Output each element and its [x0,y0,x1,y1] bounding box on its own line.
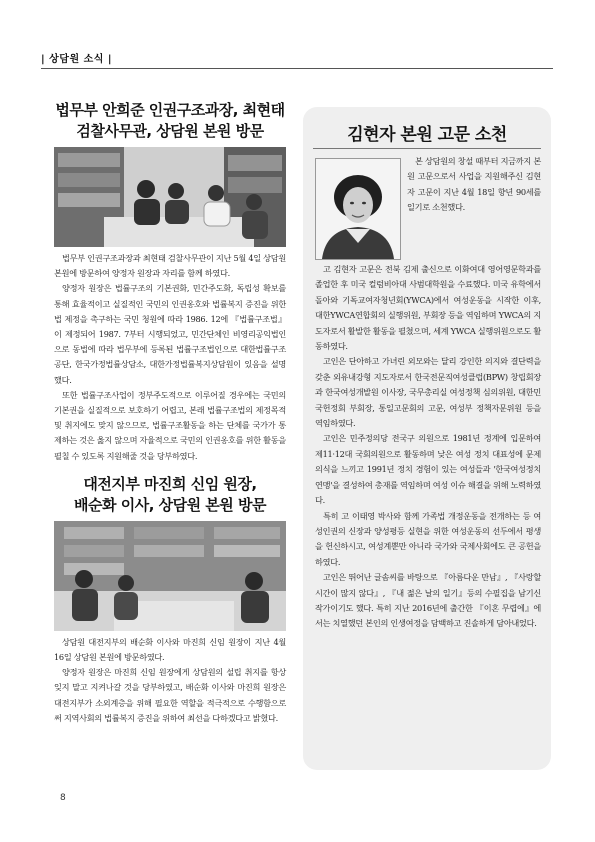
memorial-paragraph-3: 고인은 단아하고 가녀린 외모와는 달리 강인한 의지와 결단력을 갖춘 외유내강형 지도자로서 한국전문직여성클럽(BPW) 창립회장과 한국여성개발원 이사장, 국무총리실 여성정책 심의위원, 대한민국헌정회 부회장, 통일고문회의 고문, 여성부 정책자문위원 등을 역임하였다. [315,356,541,429]
meeting-photo-image [54,147,286,247]
header-divider [41,68,553,69]
left-column [54,100,286,726]
memorial-body [315,262,541,632]
visit-photo [54,521,286,631]
article1-paragraph-2: 양정자 원장은 법률구조의 기본권화, 민간주도화, 독립성 확보를 통해 효율적이고 실질적인 국민의 인권옹호와 법률복지 증진을 위한 법 제정을 촉구하는 국민 청원에 따라 1986. 12에 『법률구조법』이 제정되어 1987. 7부터 시행되었고, 민간단체인 비영리공익법인으로 동법에 따라 법무부에 등록된 법률구조법인으로 대한법률구조공단, 한국가정법률상담소, 대한가정법률복지상담원이 있음을 설명했다. [54,283,286,385]
portrait-image [316,159,400,259]
article2-headline [54,474,286,516]
article2-paragraph-2: 양정자 원장은 마진희 신임 원장에게 상담원의 설립 취지를 항상 잊지 말고 지켜나갈 것을 당부하였고, 배순화 이사와 마진희 원장은 대전지부가 소외계층을 위해 필요한 역할을 적극적으로 수행함으로써 지역사회의 법률복지 증진을 위하여 최선을 다하겠다고 밝혔다. [54,667,286,723]
article2-body [54,635,286,726]
portrait-photo [315,158,401,260]
article2-headline-line1: 대전지부 마진희 신임 원장, [83,474,257,493]
memorial-paragraph-6: 고인은 뛰어난 글솜씨를 바탕으로 『아름다운 만남』, 『사랑할 시간이 많지 않다』, 『내 젊은 날의 일기』등의 수필집을 남기신 작가이기도 했다. 특히 지난 2016년에 출간한 『이혼 무렵에』에서는 치열했던 본인의 인생여정을 담백하고 진솔하게 담아내었다. [315,572,541,629]
memorial-paragraph-1: 본 상담원의 창설 때부터 지금까지 본원 고문으로서 사업을 지원해주신 김현자 고문이 지난 4월 18일 향년 90세를 일기로 소천했다. [407,156,541,213]
memorial-intro [407,154,541,216]
visit-photo-image [54,521,286,631]
section-label: | 상담원 소식 | [41,54,113,65]
memorial-title: 김현자 본원 고문 소천 [347,125,507,145]
article1-headline-line1: 법무부 안희준 인권구조과장, 최현태 [55,101,285,119]
memorial-title-divider [313,148,541,149]
memorial-box [303,107,551,770]
memorial-paragraph-4: 고인은 민주정의당 전국구 의원으로 1981년 정계에 입문하여 제11·12대 국회의원으로 활동하며 낮은 여성 정치 대표성에 문제의식을 느끼고 1991년 정치 경험이 있는 여성들과 '한국여성정치연맹'을 결성하여 총재를 역임하며 여성 이슈 해결을 위해 노력하였다. [315,433,541,506]
article2-paragraph-1: 상담원 대전지부의 배순화 이사와 마진희 신임 원장이 지난 4월 16일 상담원 본원에 방문하였다. [54,636,286,663]
article1-paragraph-3: 또한 법률구조사업이 정부주도적으로 이루어질 경우에는 국민의 기본권을 실질적으로 보호하기 어렵고, 본래 법률구조법의 제정목적 및 취지에도 맞지 않으므로, 법률구조활동을 하는 단체를 국가가 통제하는 것은 옳지 않으며 자율적으로 국민의 인권옹호를 위한 활동을 펼칠 수 있도록 지원해줄 것을 당부하였다. [54,389,286,461]
page-number: 8 [60,793,66,803]
article1-body [54,251,286,464]
memorial-paragraph-2: 고 김현자 고문은 전북 김제 출신으로 이화여대 영어영문학과를 졸업한 후 미국 컬럼비아대 사범대학원을 수료했다. 미국 유학에서 돌아와 기독교여자청년회(YWCA)에서 여성운동을 시작한 이후, 대한YWCA연합회의 실행위원, 부회장 등을 역임하며 YWCA의 지도자로서 활발한 활동을 펼쳤으며, 세계 YWCA 실행위원으로도 활동하였다. [315,264,541,352]
article1-paragraph-1: 법무부 인권구조과장과 최현태 검찰사무관이 지난 5월 4일 상담원 본원에 방문하여 양정자 원장과 자리를 함께 하였다. [54,253,286,279]
article2-headline-line2: 배순화 이사, 상담원 본원 방문 [74,495,266,514]
memorial-paragraph-5: 특히 고 이태영 박사와 함께 가족법 개정운동을 전개하는 등 여성인권의 신장과 양성평등 실현을 위한 여성운동의 선두에서 평생을 헌신하시고, 여성계뿐만 아니라 국가와 국제사회에도 큰 공헌을 하였다. [315,510,541,567]
article1-headline-line2: 검찰사무관, 상담원 본원 방문 [76,122,264,140]
article1-headline [54,100,286,142]
meeting-photo [54,147,286,247]
